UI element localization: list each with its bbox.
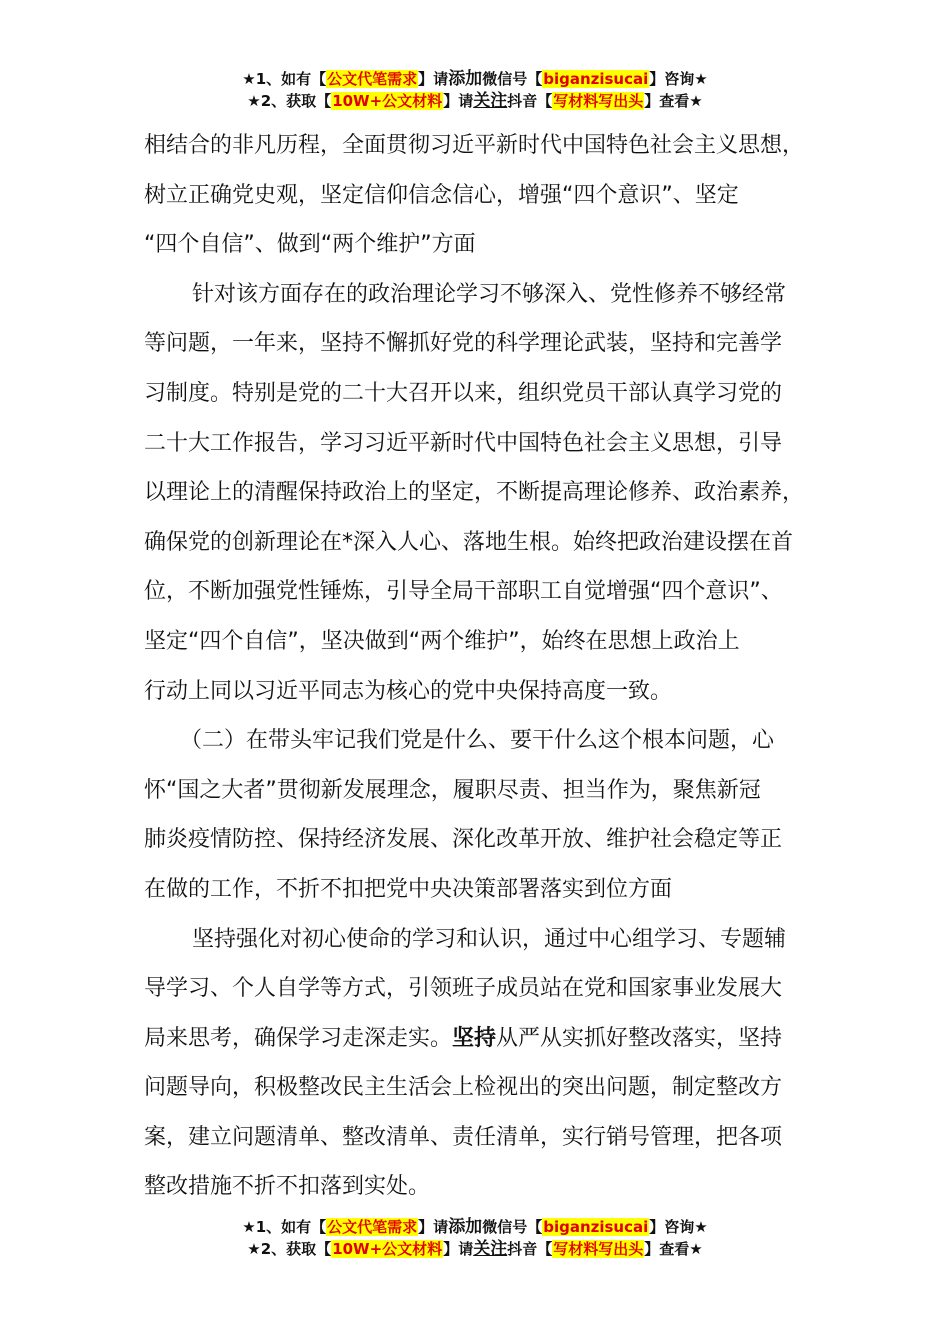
banner-line-1 — [0, 68, 950, 90]
banner-text: ★2、获取【 — [247, 92, 332, 110]
banner-text: 】查看★ — [644, 92, 703, 110]
text-line: 行动上同以习近平同志为核心的党中央保持高度一致。 — [144, 678, 673, 704]
text-line: 导学习、个人自学等方式，引领班子成员站在党和国家事业发展大 — [144, 976, 783, 1002]
banner-text: 】查看★ — [644, 1240, 703, 1258]
footer-banner — [0, 1216, 950, 1260]
banner-text: 】请 — [418, 70, 449, 88]
text-line: 坚定“四个自信”，坚决做到“两个维护”，始终在思想上政治上 — [144, 628, 740, 654]
banner-text: ★2、获取【 — [247, 1240, 332, 1258]
highlight-materials: 10W+公文材料 — [332, 1240, 443, 1258]
highlight-douyin-id: 写材料写出头 — [553, 1240, 644, 1258]
banner-line-2 — [0, 90, 950, 112]
section-heading: 在做的工作，不折不扣把党中央决策部署落实到位方面 — [144, 876, 673, 902]
banner-text: 抖音【 — [507, 1240, 553, 1258]
banner-text: 】请 — [443, 1240, 474, 1258]
text-line: 位，不断加强党性锤炼，引导全局干部职工自觉增强“四个意识”、 — [144, 579, 783, 605]
highlight-douyin-id: 写材料写出头 — [553, 92, 644, 110]
banner-text: ★1、如有【 — [242, 70, 327, 88]
text-line: 针对该方面存在的政治理论学习不够深入、党性修养不够经常 — [192, 281, 787, 307]
text-line: “四个自信”、做到“两个维护”方面 — [144, 232, 476, 258]
text-line: 树立正确党史观，坚定信仰信念信心，增强“四个意识”、坚定 — [144, 182, 739, 208]
banner-emphasis: 添加 — [448, 1217, 483, 1237]
bold-text: 坚持 — [452, 1025, 497, 1051]
highlight-materials: 10W+公文材料 — [332, 92, 443, 110]
text-line: 相结合的非凡历程，全面贯彻习近平新时代中国特色社会主义思想， — [144, 133, 805, 158]
highlight-service: 公文代笔需求 — [327, 1218, 418, 1236]
highlight-wechat-id: biganzisucai — [543, 70, 649, 88]
text-run: 局来思考，确保学习走深走实。 — [144, 1025, 453, 1051]
banner-text: 微信号【 — [482, 70, 543, 88]
text-run: 从严从实抓好整改落实，坚持 — [496, 1025, 783, 1051]
text-line: 二十大工作报告，学习习近平新时代中国特色社会主义思想，引导 — [144, 430, 783, 456]
highlight-wechat-id: biganzisucai — [543, 1218, 649, 1236]
text-line: 整改措施不折不扣落到实处。 — [144, 1174, 431, 1200]
banner-text: ★1、如有【 — [242, 1218, 327, 1236]
document-body — [144, 121, 834, 1212]
banner-line-2 — [0, 1238, 950, 1260]
banner-emphasis: 添加 — [448, 69, 483, 89]
banner-text: 】咨询★ — [649, 70, 708, 88]
banner-text: 】请 — [418, 1218, 449, 1236]
banner-text: 微信号【 — [482, 1218, 543, 1236]
text-line: 习制度。特别是党的二十大召开以来，组织党员干部认真学习党的 — [144, 380, 783, 406]
text-line: 案，建立问题清单、整改清单、责任清单，实行销号管理，把各项 — [144, 1124, 783, 1150]
text-line: 以理论上的清醒保持政治上的坚定，不断提高理论修养、政治素养， — [144, 480, 805, 506]
banner-text: 】咨询★ — [649, 1218, 708, 1236]
text-line: 坚持强化对初心使命的学习和认识，通过中心组学习、专题辅 — [192, 926, 787, 952]
text-line: 问题导向，积极整改民主生活会上检视出的突出问题，制定整改方 — [144, 1075, 783, 1101]
highlight-service: 公文代笔需求 — [327, 70, 418, 88]
section-heading: （二）在带头牢记我们党是什么、要干什么这个根本问题，心 — [180, 728, 775, 754]
text-line: 等问题，一年来，坚持不懈抓好党的科学理论武装，坚持和完善学 — [144, 331, 783, 357]
banner-text: 抖音【 — [507, 92, 553, 110]
section-heading: 肺炎疫情防控、保持经济发展、深化改革开放、维护社会稳定等正 — [144, 827, 783, 853]
header-banner — [0, 68, 950, 112]
banner-emphasis: 关注 — [473, 1239, 508, 1259]
section-heading: 怀“国之大者”贯彻新发展理念，履职尽责、担当作为，聚焦新冠 — [144, 777, 761, 803]
banner-emphasis: 关注 — [473, 91, 508, 111]
banner-line-1 — [0, 1216, 950, 1238]
banner-text: 】请 — [443, 92, 474, 110]
text-line: 确保党的创新理论在*深入人心、落地生根。始终把政治建设摆在首 — [144, 529, 794, 555]
text-line — [144, 1014, 834, 1064]
